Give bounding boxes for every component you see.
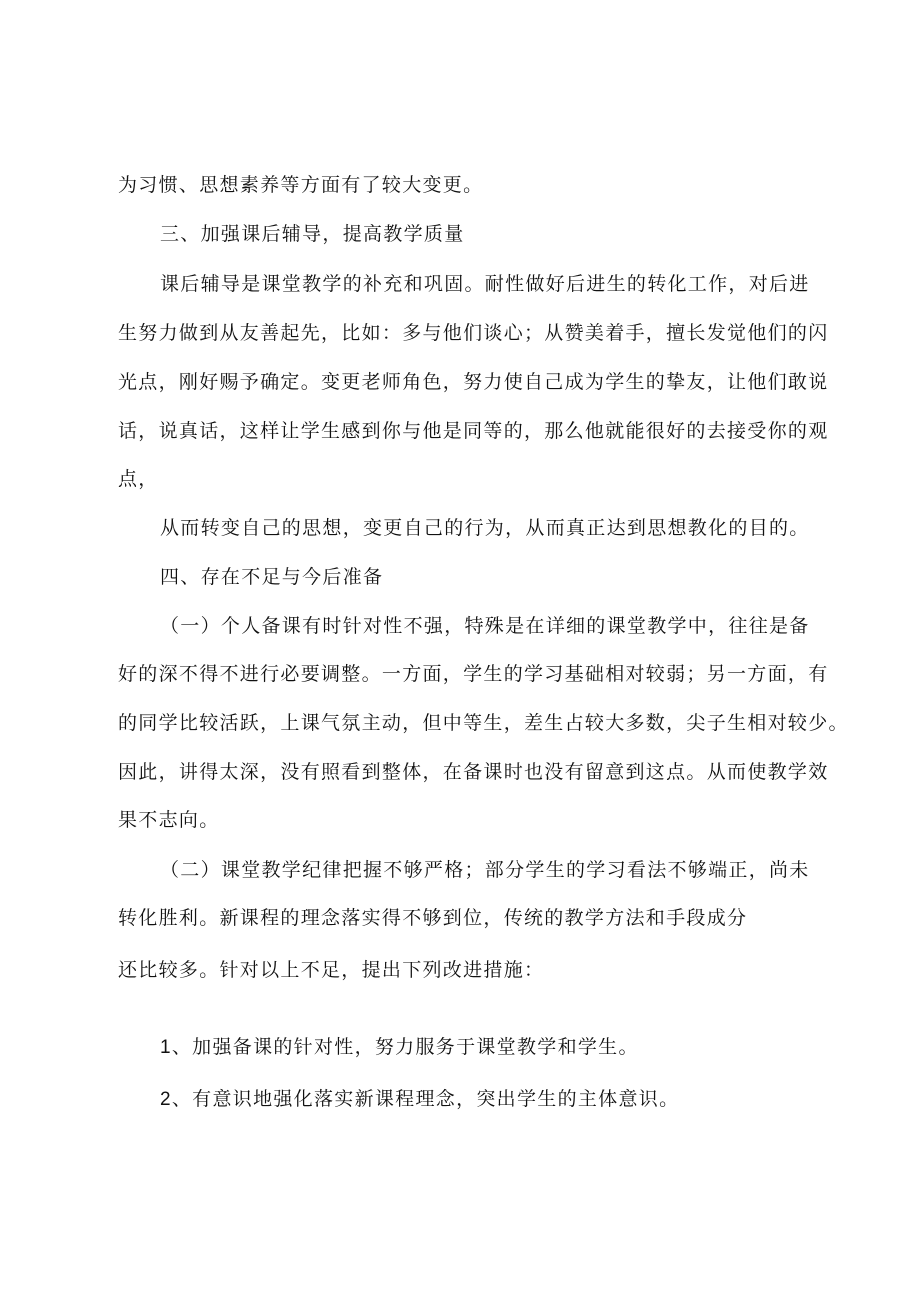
list-item-number: 2 xyxy=(160,1089,172,1110)
paragraph-line: 的同学比较活跃，上课气氛主动，但中等生，差生占较大多数，尖子生相对较少。 xyxy=(118,712,849,734)
list-item-text: 、加强备课的针对性，努力服务于课堂教学和学生。 xyxy=(171,1036,639,1058)
paragraph-line: 从而转变自己的思想，变更自己的行为，从而真正达到思想教化的目的。 xyxy=(160,517,810,539)
paragraph-line: 光点，刚好赐予确定。变更老师角色，努力使自己成为学生的挚友，让他们敢说 xyxy=(118,371,829,393)
list-item xyxy=(160,1035,639,1060)
paragraph-line: （一）个人备课有时针对性不强，特殊是在详细的课堂教学中，往往是备 xyxy=(160,615,810,637)
paragraph-line: 为习惯、思想素养等方面有了较大变更。 xyxy=(118,174,484,196)
paragraph-line: 好的深不得不进行必要调整。一方面，学生的学习基础相对较弱；另一方面，有 xyxy=(118,663,829,685)
paragraph-line: 话，说真话，这样让学生感到你与他是同等的，那么他就能很好的去接受你的观 xyxy=(118,420,829,442)
paragraph-line: 课后辅导是课堂教学的补充和巩固。耐性做好后进生的转化工作，对后进 xyxy=(160,273,810,295)
list-item-text: 、有意识地强化落实新课程理念，突出学生的主体意识。 xyxy=(171,1088,680,1110)
paragraph-line: 果不志向。 xyxy=(118,809,220,831)
paragraph-line: 转化胜利。新课程的理念落实得不够到位，传统的教学方法和手段成分 xyxy=(118,907,748,929)
paragraph-line: 因此，讲得太深，没有照看到整体，在备课时也没有留意到这点。从而使教学效 xyxy=(118,761,829,783)
paragraph-line: 生努力做到从友善起先，比如：多与他们谈心；从赞美着手，擅长发觉他们的闪 xyxy=(118,322,829,344)
paragraph-line: 点， xyxy=(118,468,159,490)
paragraph-line: 还比较多。针对以上不足，提出下列改进措施： xyxy=(118,959,545,981)
list-item xyxy=(160,1087,679,1112)
section-heading: 三、加强课后辅导，提高教学质量 xyxy=(160,223,465,245)
section-heading: 四、存在不足与今后准备 xyxy=(160,566,384,588)
list-item-number: 1 xyxy=(160,1037,172,1058)
paragraph-line: （二）课堂教学纪律把握不够严格；部分学生的学习看法不够端正，尚未 xyxy=(160,859,810,881)
